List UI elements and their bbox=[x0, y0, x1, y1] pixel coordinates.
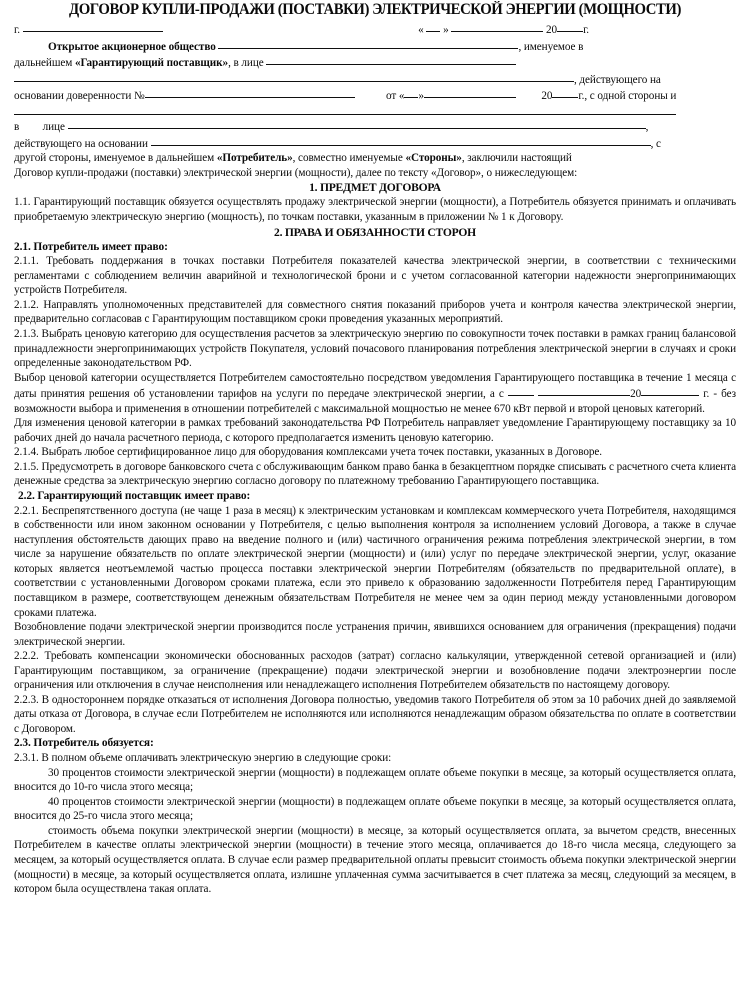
consumer-basis-blank[interactable] bbox=[151, 135, 651, 146]
date-year-prefix: 20 bbox=[546, 24, 558, 36]
preamble-line-7-lead: другой стороны, именуемое в дальнейшем bbox=[14, 152, 217, 165]
preamble-line-1 bbox=[14, 38, 736, 55]
preamble-line-3 bbox=[14, 71, 736, 88]
consumer-term: «Потребитель» bbox=[216, 152, 293, 165]
power-of-attorney-from-label: от bbox=[385, 90, 397, 103]
preamble-line-2 bbox=[14, 54, 736, 71]
clause-2-3-1-payment-final bbox=[14, 824, 736, 897]
org-form-word-2: акционерное bbox=[101, 40, 166, 53]
section-heading-1: 1. ПРЕДМЕТ ДОГОВОРА bbox=[309, 181, 441, 195]
supplier-representative-blank-cont[interactable] bbox=[14, 71, 574, 82]
preamble-line-5 bbox=[14, 118, 736, 135]
org-name-blank[interactable] bbox=[218, 38, 518, 49]
preamble-line-3-tail: , действующего на bbox=[574, 73, 661, 86]
date-year-blank[interactable] bbox=[557, 21, 583, 32]
preamble-line-4 bbox=[14, 87, 736, 104]
date-quote-close: » bbox=[443, 24, 449, 36]
date-year-suffix: г. bbox=[583, 24, 590, 36]
poa-quote-open: « bbox=[398, 90, 405, 103]
preamble-line-7 bbox=[14, 151, 736, 166]
price-category-year-prefix: 20 bbox=[630, 388, 642, 401]
in-person-word-2: лице bbox=[42, 121, 65, 134]
date-month-blank[interactable] bbox=[451, 21, 543, 32]
preamble-line-7-tail: , заключили настоящий bbox=[461, 152, 572, 165]
clause-2-3-1-payment-40 bbox=[14, 795, 736, 824]
preamble-line-4-tail: г., с одной стороны и bbox=[578, 90, 677, 103]
preamble-line-2-mid: , в лице bbox=[228, 57, 264, 70]
preamble-line-7-mid: , совместно именуемые bbox=[292, 152, 406, 165]
section-heading-2: 2. ПРАВА И ОБЯЗАННОСТИ СТОРОН bbox=[274, 225, 476, 239]
clause-2-1-3-b-lead: Выбор ценовой категории осуществляется Потребителем самостоятельно посредством уведомления Гарантирующего поставщика в течение 1 месяца с даты принятия решения об установлении тарифов на услуги по передаче электрической энергии, а с bbox=[14, 371, 736, 401]
power-of-attorney-number-blank[interactable] bbox=[145, 87, 355, 98]
poa-year-prefix: 20 bbox=[541, 90, 553, 103]
page-title: ДОГОВОР КУПЛИ-ПРОДАЖИ (ПОСТАВКИ) ЭЛЕКТРИЧЕСКОЙ ЭНЕРГИИ (МОЩНОСТИ) bbox=[69, 1, 681, 18]
clause-2-3-1-payment-30 bbox=[14, 766, 736, 795]
in-person-word-1: в bbox=[14, 121, 20, 134]
preamble-line-6-tail: , с bbox=[650, 137, 661, 150]
consumer-representative-blank[interactable] bbox=[68, 118, 646, 129]
poa-month-blank[interactable] bbox=[424, 87, 516, 98]
power-of-attorney-label: основании доверенности № bbox=[14, 90, 145, 103]
subheading-2-2: 2.2. Гарантирующий поставщик имеет право: bbox=[18, 490, 251, 503]
clause-2-1-2: 2.1.2. Направлять уполномоченных представителей для совместного снятия показаний приборов учета и контроля качества электрической энергии, предварительно согласовав с Гарантирующим поставщиком сроки проведения указанных мероприятий. bbox=[14, 298, 736, 326]
org-form-word-1: Открытое bbox=[48, 40, 99, 53]
clause-1-1: 1.1. Гарантирующий поставщик обязуется осуществлять продажу электрической энергии (мощности), а Потребитель обязуется принимать и оплачивать приобретаемую электрическую энергию (мощность), по точкам поставки, указанным в приложении № 1 к Договору. bbox=[14, 196, 736, 224]
subheading-2-3: 2.3. Потребитель обязуется: bbox=[14, 737, 154, 750]
price-category-day-blank[interactable] bbox=[508, 385, 534, 396]
org-form-word-3: общество bbox=[168, 40, 216, 53]
subheading-2-1: 2.1. Потребитель имеет право: bbox=[14, 240, 168, 253]
clause-2-1-4: 2.1.4. Выбрать любое сертифицированное лицо для оборудования комплексами учета точек поставки, указанных в Договоре. bbox=[14, 446, 602, 459]
preamble-line-5-tail: , bbox=[645, 121, 649, 134]
preamble-line-6 bbox=[14, 135, 736, 152]
date-quote-open: « bbox=[418, 24, 424, 36]
supplier-term: «Гарантирующий поставщик» bbox=[74, 57, 229, 70]
counterparty-name-blank[interactable] bbox=[14, 114, 676, 115]
clause-2-2-1-resumption: Возобновление подачи электрической энергии производится после устранения причин, явившихся основанием для ограничения (прекращения) подачи электрической энергии. bbox=[14, 621, 736, 648]
city-blank[interactable] bbox=[23, 21, 163, 32]
poa-day-blank[interactable] bbox=[404, 87, 418, 98]
clause-2-3-1: 2.3.1. В полном объеме оплачивать электрическую энергию в следующие сроки: bbox=[14, 752, 392, 765]
clause-2-1-5: 2.1.5. Предусмотреть в договоре банковского счета с обслуживающим банком право банка в безакцептном порядке списывать с расчетного счета клиента денежные средства за электрическую энергию согласно договору по платежному требованию Гарантирующего поставщика. bbox=[14, 460, 736, 488]
clause-2-1-3-change-notice: Для изменения ценовой категории в рамках требований законодательства РФ Потребитель направляет уведомление Гарантирующему поставщику за 10 рабочих дней до начала расчетного периода, с которого предполагается изменить ценовую категорию. bbox=[14, 417, 736, 444]
clause-2-2-3: 2.2.3. В одностороннем порядке отказаться от исполнения Договора полностью, уведомив такого Потребителя об этом за 10 рабочих дней до заявляемой даты отказа от Договора, в случае если Потребителем не исполняются или исполняются ненадлежащим образом обязательства по оплате в соответствии с Договором. bbox=[14, 693, 736, 735]
parties-term: «Стороны» bbox=[405, 152, 462, 165]
preamble-line-8-text: Договор купли-продажи (поставки) электрической энергии (мощности), далее по тексту «Договор», о нижеследующем: bbox=[14, 166, 578, 179]
preamble-line-1-tail: , именуемое в bbox=[518, 40, 584, 53]
payment-term-final-text: стоимость объема покупки электрической энергии (мощности) в месяце, за который осуществляется оплата, за вычетом средств, внесенных Потребителем в качестве оплаты электрической энергии (мощности) в течение этого месяца, оплачивается до 18-го числа месяца, следующего за месяцем, за который осуществляется оплата. В случае если размер предварительной оплаты превысит стоимость объема покупки электрической энергии (мощности) в месяце, за который осуществляется оплата, излишне уплаченная сумма засчитывается в счет платежа за месяц, следующий за месяцем, в котором была осуществлена такая оплата. bbox=[14, 824, 736, 896]
city-and-date-row bbox=[14, 21, 736, 38]
payment-term-40-text: 40 процентов стоимости электрической энергии (мощности) в подлежащем оплате объеме покупки в месяце, за который осуществляется оплата, вносится до 25-го числа этого месяца; bbox=[14, 795, 736, 823]
clause-2-1-3: 2.1.3. Выбрать ценовую категорию для осуществления расчетов за электрическую энергию по совокупности точек поставки в рамках границ балансовой принадлежности энергопринимающих устройств Покупателя, условий почасового планирования потребления электрической энергии в случаях и сроки определенные законодательством РФ. bbox=[14, 328, 736, 370]
price-category-month-blank[interactable] bbox=[538, 385, 630, 396]
clause-2-2-1: 2.2.1. Беспрепятственного доступа (не чаще 1 раза в месяц) к электрическим установкам и комплексам коммерческого учета Потребителя, находящимся в собственности или ином законном основании у Потребителя, с целью выполнения контроля за исполнением условий Договора, а также в случае наступления обстоятельств дающих право на введение полного и (или) частичного ограничения режима потребления электрической энергии, в том числе за нарушение обязательств по оплате электрической энергии (мощности) и (или) услуг по передаче электрической энергии, услуг, оказание которых является неотъемлемой частью процесса поставки электрической энергии Потребителям (обязательств по предварительной оплате), в соответствии с установленными Договором сроками платежа, если это привело к образованию задолженности Потребителя перед Гарантирующим поставщиком в размере, соответствующем денежным обязательствам Потребителя не менее чем за один период между установленными договором сроками платежа. bbox=[14, 504, 736, 619]
acting-on-basis-label: действующего на основании bbox=[14, 137, 148, 150]
poa-year-blank[interactable] bbox=[552, 87, 578, 98]
preamble-line-2-lead: дальнейшем bbox=[14, 57, 73, 70]
counterparty-name-blank-row[interactable] bbox=[14, 104, 736, 119]
clause-2-1-3-price-category-choice bbox=[14, 371, 736, 417]
clause-2-1-3-b-tail: г. - без возможности выбора и применения в отношении потребителей с максимальной мощностью не менее 670 кВт первой и второй ценовых категорий. bbox=[14, 388, 736, 415]
clause-2-1-1: 2.1.1. Требовать поддержания в точках поставки Потребителя показателей качества электрической энергии, в соответствии с техническими регламентами с соблюдением величин аварийной и технологической брони и с учетом согласованной категории надежности энергопринимающих устройств Потребителя. bbox=[14, 255, 736, 297]
poa-quote-close: » bbox=[418, 90, 424, 103]
payment-term-30-text: 30 процентов стоимости электрической энергии (мощности) в подлежащем оплате объеме покупки в месяце, за который осуществляется оплата, вносится до 10-го числа этого месяца; bbox=[14, 766, 736, 794]
preamble-line-8 bbox=[14, 166, 736, 181]
date-day-blank[interactable] bbox=[426, 21, 440, 32]
clause-2-2-2: 2.2.2. Требовать компенсации экономически обоснованных расходов (затрат) согласно калькуляции, утвержденной сетевой организацией и (или) Гарантирующим поставщиком, за ограничение (прекращение) подачи электрической энергии и возобновление подачи электроэнергии после ограничения или отключения в случае неисполнения или ненадлежащего исполнения Потребителем обязательств по настоящему договору. bbox=[14, 650, 736, 692]
price-category-year-blank[interactable] bbox=[641, 385, 699, 396]
supplier-representative-blank[interactable] bbox=[266, 54, 516, 65]
city-label: г. bbox=[14, 24, 20, 36]
